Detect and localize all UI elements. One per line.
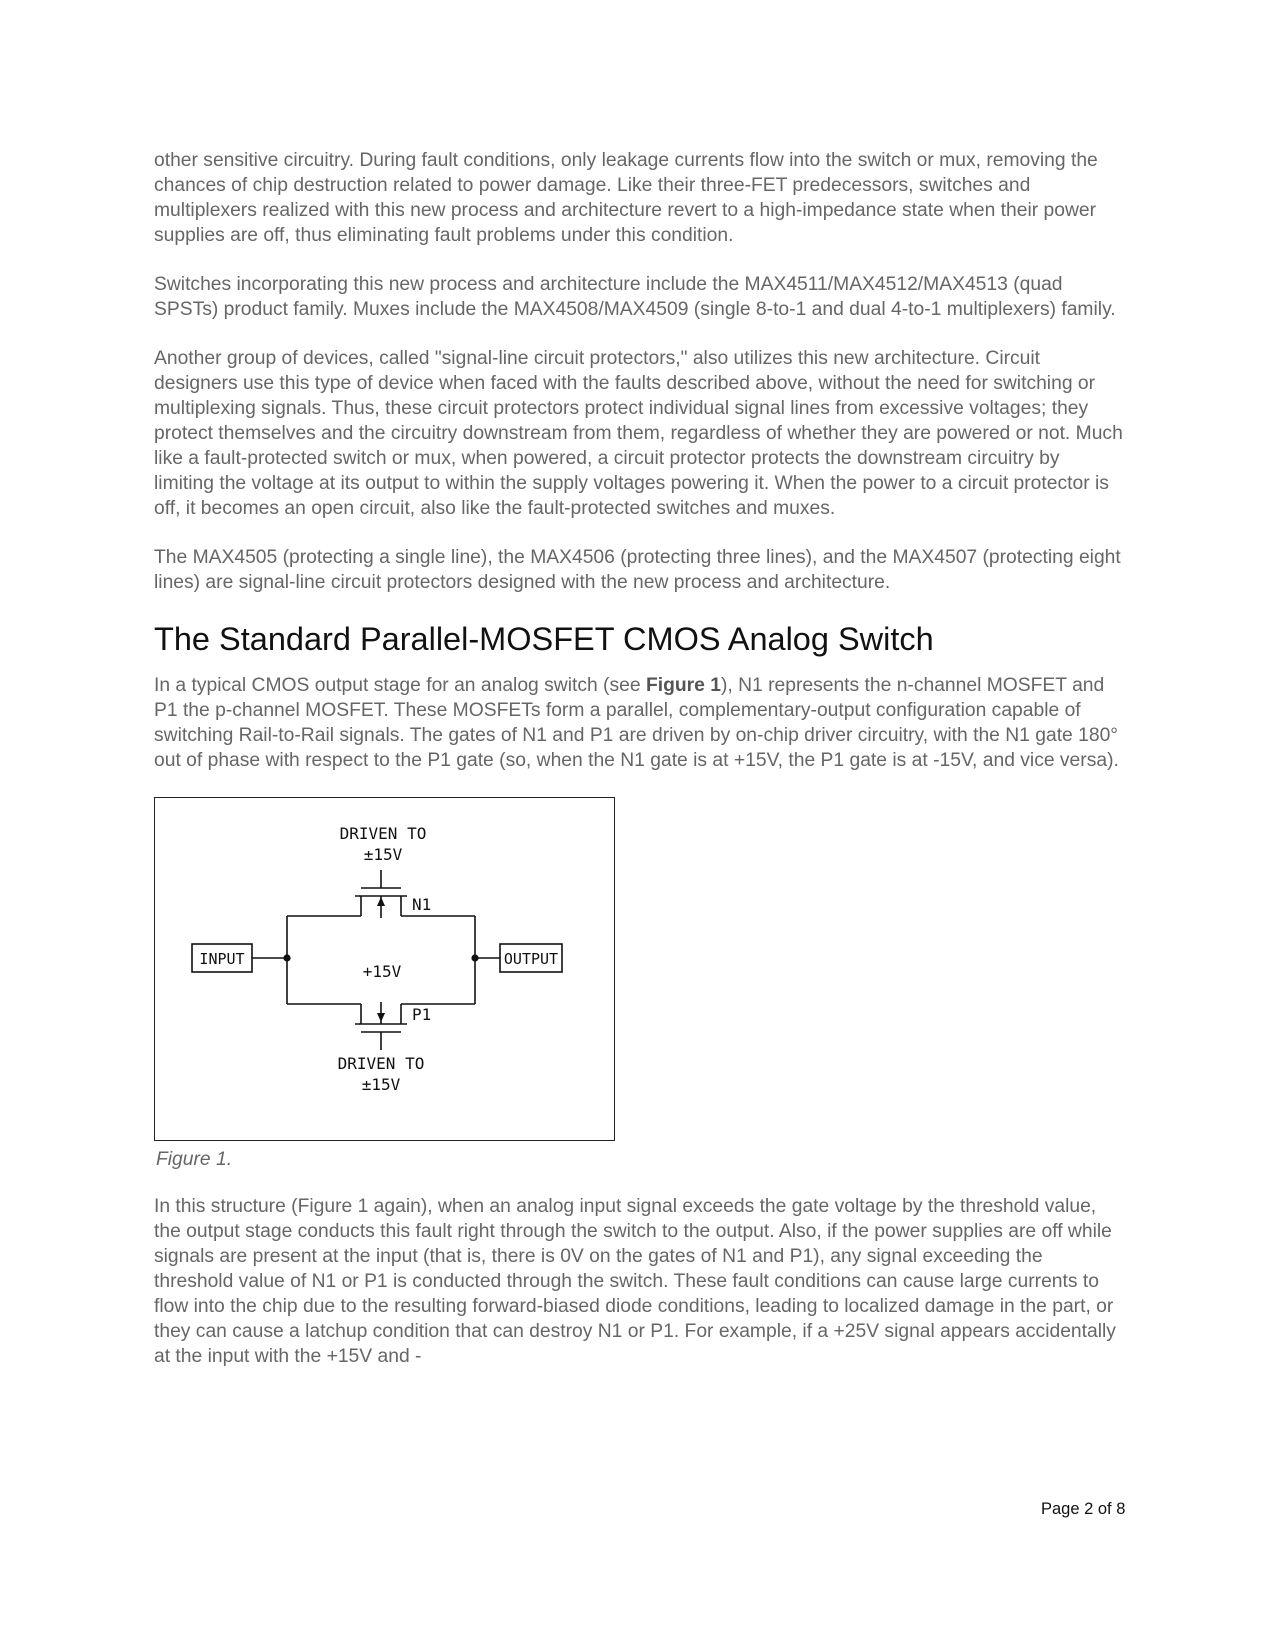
circuit-schematic	[155, 798, 614, 1140]
n1-arrow-icon	[377, 897, 385, 906]
figure-1-diagram	[154, 797, 615, 1141]
output-junction-dot	[471, 954, 478, 961]
paragraph-max4505: The MAX4505 (protecting a single line), the MAX4506 (protecting three lines), and the MAX4507 (protecting eight lines) are signal-line circuit protectors designed with the new process and architecture.	[154, 547, 1121, 593]
p1-label: P1	[412, 1005, 432, 1024]
paragraph-leakage: other sensitive circuitry. During fault conditions, only leakage currents flow into the switch or mux, removing the chances of chip destruction related to power damage. Like their three-FET predecessors, switches and multiplexers realized with this new process and architecture revert to a high-impedance state when their power supplies are off, thus eliminating fault problems under this condition.	[154, 150, 1098, 246]
figure-1-caption: Figure 1.	[156, 1149, 233, 1170]
driven-bottom-label-line2: ±15V	[361, 1075, 401, 1094]
driven-top-label-line2: ±15V	[363, 845, 403, 864]
figure-1-reference: Figure 1	[645, 675, 721, 696]
center-voltage-label: +15V	[362, 962, 402, 981]
paragraph-switches-muxes: Switches incorporating this new process and architecture include the MAX4511/MAX4512/MAX4513 (quad SPSTs) product family. Muxes include the MAX4508/MAX4509 (single 8-to-1 and dual 4-to-1 multiplexers) family.	[154, 274, 1116, 320]
output-label: OUTPUT	[503, 950, 559, 968]
intro-text-before: In a typical CMOS output stage for an analog switch (see	[154, 675, 646, 696]
paragraph-cmos-intro	[154, 673, 1124, 773]
paragraph-circuit-protectors: Another group of devices, called "signal-line circuit protectors," also utilizes this new architecture. Circuit designers use this type of device when faced with the faults described above, without the need for switching or multiplexing signals. Thus, these circuit protectors protect individual signal lines from excessive voltages; they protect themselves and the circuitry downstream from them, regardless of whether they are powered or not. Much like a fault-protected switch or mux, when powered, a circuit protector protects the downstream circuitry by limiting the voltage at its output to within the supply voltages powering it. When the power to a circuit protector is off, it becomes an open circuit, also like the fault-protected switches and muxes.	[154, 348, 1123, 519]
driven-top-label-line1: DRIVEN TO	[339, 824, 427, 843]
driven-bottom-label-line1: DRIVEN TO	[337, 1054, 425, 1073]
n1-label: N1	[412, 895, 432, 914]
paragraph-fault-conditions: In this structure (Figure 1 again), when an analog input signal exceeds the gate voltage by the threshold value, the output stage conducts this fault right through the switch to the output. Also, if the power supplies are off while signals are present at the input (that is, there is 0V on the gates of N1 and P1), any signal exceeding the threshold value of N1 or P1 is conducted through the switch. These fault conditions can cause large currents to flow into the chip due to the resulting forward-biased diode conditions, leading to localized damage in the part, or they can cause a latchup condition that can destroy N1 or P1. For example, if a +25V signal appears accidentally at the input with the +15V and -	[154, 1196, 1116, 1367]
input-junction-dot	[283, 954, 290, 961]
p1-arrow-icon	[377, 1013, 385, 1022]
input-label: INPUT	[199, 950, 245, 968]
document-body	[154, 148, 1124, 1393]
page-number: Page 2 of 8	[1041, 1500, 1126, 1518]
intro-text-after: ), N1 represents the n-channel MOSFET and P1 the p-channel MOSFET. These MOSFETs form a parallel, complementary-output configuration capable of switching Rail-to-Rail signals. The gates of N1 and P1 are driven by on-chip driver circuitry, with the N1 gate 180° out of phase with respect to the P1 gate (so, when the N1 gate is at +15V, the P1 gate is at -15V, and vice versa).	[154, 675, 1119, 771]
section-heading: The Standard Parallel-MOSFET CMOS Analog Switch	[154, 621, 934, 657]
